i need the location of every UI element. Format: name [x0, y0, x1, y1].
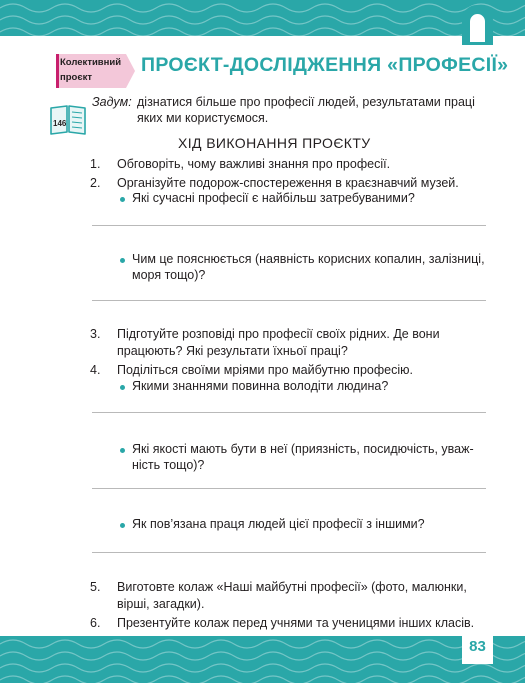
top-decorative-band — [0, 0, 525, 36]
step-text: вірші, загадки). — [117, 597, 205, 611]
page-title: ПРОЄКТ-ДОСЛІДЖЕННЯ «ПРОФЕСІЇ» — [141, 54, 509, 76]
page-number: 83 — [469, 638, 486, 655]
step-number: 4. — [90, 363, 101, 377]
question-text: Якими знаннями повинна володіти людина? — [132, 379, 389, 393]
goal-text-line1: дізнатися більше про професії людей, результатами праці — [137, 95, 475, 109]
bullet-dot-icon — [120, 258, 125, 263]
answer-line[interactable] — [92, 300, 486, 301]
question-text: Як пов’язана праця людей цієї професії з іншими? — [132, 517, 425, 531]
step-number: 6. — [90, 616, 101, 630]
project-type-label-line1: Колективний — [60, 57, 122, 68]
answer-line[interactable] — [92, 225, 486, 226]
step-text: Обговоріть, чому важливі знання про професії. — [117, 157, 391, 171]
question-text: Чим це пояснюється (наявність корисних копалин, залізниці, — [132, 252, 485, 266]
project-type-tag-arrow — [126, 54, 135, 88]
bullet-dot-icon — [120, 385, 125, 390]
bullet-dot-icon — [120, 197, 125, 202]
step-text: Поділіться своїми мріями про майбутню професію. — [117, 363, 413, 377]
step-text: працюють? Які результати їхньої праці? — [117, 344, 348, 358]
step-text: Організуйте подорож-спостереження в краєзнавчий музей. — [117, 176, 459, 190]
bookmark-tab-inner — [470, 14, 485, 42]
step-text: Виготовте колаж «Наші майбутні професії» (фото, малюнки, — [117, 580, 467, 594]
step-text: Підготуйте розповіді про професії своїх рідних. Де вони — [117, 327, 440, 341]
answer-line[interactable] — [92, 488, 486, 489]
wave-pattern — [0, 0, 525, 36]
question-text: Які сучасні професії є найбільш затребуваними? — [132, 191, 415, 205]
step-number: 1. — [90, 157, 101, 171]
book-page-reference: 146 — [53, 119, 67, 128]
step-text: Презентуйте колаж перед учнями та ученицями інших класів. — [117, 616, 475, 630]
question-text: ність тощо)? — [132, 458, 205, 472]
goal-label: Задум: — [92, 95, 132, 109]
wave-pattern — [0, 636, 525, 683]
step-number: 3. — [90, 327, 101, 341]
answer-line[interactable] — [92, 412, 486, 413]
section-heading: ХІД ВИКОНАННЯ ПРОЄКТУ — [178, 135, 371, 151]
question-text: Які якості мають бути в неї (приязність, посидючість, уваж- — [132, 442, 474, 456]
bullet-dot-icon — [120, 448, 125, 453]
goal-text-line2: яких ми користуємося. — [137, 111, 269, 125]
bottom-decorative-band — [0, 636, 525, 683]
bullet-dot-icon — [120, 523, 125, 528]
project-type-label-line2: проєкт — [60, 72, 92, 83]
answer-line[interactable] — [92, 552, 486, 553]
question-text: моря тощо)? — [132, 268, 206, 282]
step-number: 2. — [90, 176, 101, 190]
step-number: 5. — [90, 580, 101, 594]
open-book-icon — [48, 100, 88, 136]
